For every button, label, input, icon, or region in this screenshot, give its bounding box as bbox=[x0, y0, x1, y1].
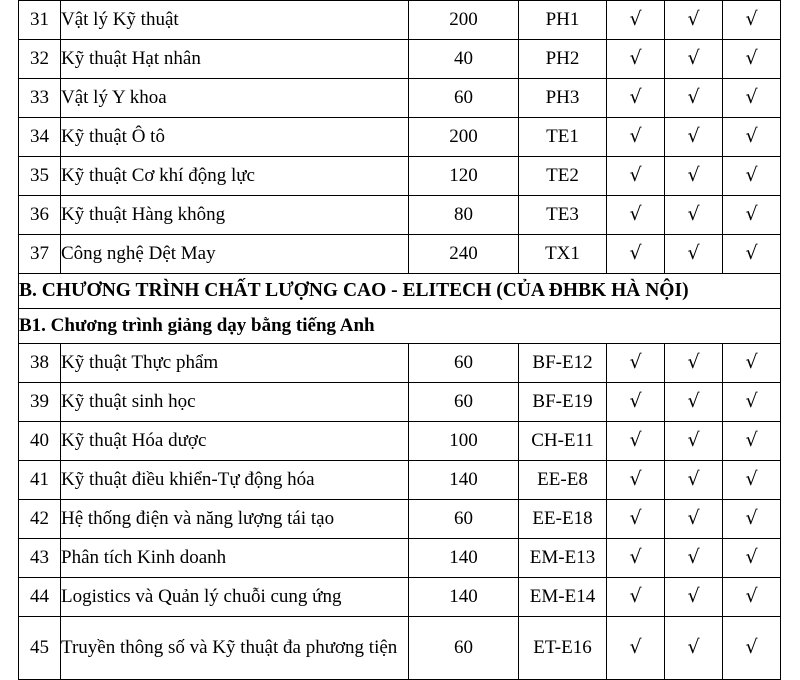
major-name: Kỹ thuật Hóa dược bbox=[61, 422, 409, 461]
table-row bbox=[19, 578, 781, 617]
table-row bbox=[19, 196, 781, 235]
major-name: Kỹ thuật Ô tô bbox=[61, 118, 409, 157]
major-name: Logistics và Quản lý chuỗi cung ứng bbox=[61, 578, 409, 617]
major-quota: 200 bbox=[409, 118, 519, 157]
row-number: 34 bbox=[19, 118, 61, 157]
major-code: PH3 bbox=[519, 79, 607, 118]
method-2-mark: √ bbox=[665, 422, 723, 461]
method-1-mark: √ bbox=[607, 344, 665, 383]
major-quota: 120 bbox=[409, 157, 519, 196]
method-2-mark: √ bbox=[665, 500, 723, 539]
major-code: EM-E13 bbox=[519, 539, 607, 578]
method-3-mark: √ bbox=[723, 422, 781, 461]
table-row bbox=[19, 539, 781, 578]
method-1-mark: √ bbox=[607, 235, 665, 274]
method-2-mark: √ bbox=[665, 461, 723, 500]
table-row bbox=[19, 235, 781, 274]
method-1-mark: √ bbox=[607, 196, 665, 235]
method-3-mark: √ bbox=[723, 235, 781, 274]
major-code: EE-E8 bbox=[519, 461, 607, 500]
method-3-mark: √ bbox=[723, 383, 781, 422]
row-number: 45 bbox=[19, 617, 61, 680]
row-number: 40 bbox=[19, 422, 61, 461]
method-1-mark: √ bbox=[607, 578, 665, 617]
row-number: 42 bbox=[19, 500, 61, 539]
major-quota: 240 bbox=[409, 235, 519, 274]
major-quota: 60 bbox=[409, 500, 519, 539]
method-1-mark: √ bbox=[607, 383, 665, 422]
method-3-mark: √ bbox=[723, 157, 781, 196]
method-2-mark: √ bbox=[665, 118, 723, 157]
table-row bbox=[19, 617, 781, 680]
method-3-mark: √ bbox=[723, 461, 781, 500]
method-2-mark: √ bbox=[665, 79, 723, 118]
method-3-mark: √ bbox=[723, 617, 781, 680]
major-code: TE3 bbox=[519, 196, 607, 235]
major-name: Kỹ thuật điều khiển-Tự động hóa bbox=[61, 461, 409, 500]
major-name: Kỹ thuật Hàng không bbox=[61, 196, 409, 235]
major-quota: 40 bbox=[409, 40, 519, 79]
major-name: Kỹ thuật Hạt nhân bbox=[61, 40, 409, 79]
method-3-mark: √ bbox=[723, 578, 781, 617]
major-code: EM-E14 bbox=[519, 578, 607, 617]
major-quota: 60 bbox=[409, 79, 519, 118]
row-number: 39 bbox=[19, 383, 61, 422]
major-quota: 60 bbox=[409, 617, 519, 680]
admission-majors-table bbox=[18, 0, 781, 680]
method-2-mark: √ bbox=[665, 157, 723, 196]
row-number: 36 bbox=[19, 196, 61, 235]
method-2-mark: √ bbox=[665, 617, 723, 680]
major-name: Hệ thống điện và năng lượng tái tạo bbox=[61, 500, 409, 539]
method-1-mark: √ bbox=[607, 617, 665, 680]
method-3-mark: √ bbox=[723, 79, 781, 118]
table-body bbox=[19, 1, 781, 680]
row-number: 37 bbox=[19, 235, 61, 274]
major-code: TE2 bbox=[519, 157, 607, 196]
major-quota: 140 bbox=[409, 461, 519, 500]
table-row bbox=[19, 461, 781, 500]
method-1-mark: √ bbox=[607, 539, 665, 578]
major-quota: 100 bbox=[409, 422, 519, 461]
major-code: ET-E16 bbox=[519, 617, 607, 680]
method-2-mark: √ bbox=[665, 40, 723, 79]
row-number: 32 bbox=[19, 40, 61, 79]
major-code: BF-E12 bbox=[519, 344, 607, 383]
major-code: TE1 bbox=[519, 118, 607, 157]
row-number: 33 bbox=[19, 79, 61, 118]
major-name: Vật lý Y khoa bbox=[61, 79, 409, 118]
table-row bbox=[19, 40, 781, 79]
method-3-mark: √ bbox=[723, 40, 781, 79]
table-row bbox=[19, 79, 781, 118]
major-code: PH1 bbox=[519, 1, 607, 40]
major-quota: 80 bbox=[409, 196, 519, 235]
method-1-mark: √ bbox=[607, 422, 665, 461]
major-code: TX1 bbox=[519, 235, 607, 274]
major-quota: 60 bbox=[409, 344, 519, 383]
row-number: 43 bbox=[19, 539, 61, 578]
major-quota: 140 bbox=[409, 578, 519, 617]
method-2-mark: √ bbox=[665, 383, 723, 422]
section-header-row bbox=[19, 309, 781, 344]
method-2-mark: √ bbox=[665, 235, 723, 274]
major-name: Truyền thông số và Kỹ thuật đa phương tiện bbox=[61, 617, 409, 680]
major-quota: 60 bbox=[409, 383, 519, 422]
section-title-b1: B1. Chương trình giảng dạy bằng tiếng Anh bbox=[19, 309, 781, 344]
major-quota: 140 bbox=[409, 539, 519, 578]
method-3-mark: √ bbox=[723, 539, 781, 578]
row-number: 44 bbox=[19, 578, 61, 617]
method-1-mark: √ bbox=[607, 500, 665, 539]
major-name: Phân tích Kinh doanh bbox=[61, 539, 409, 578]
major-name: Kỹ thuật Cơ khí động lực bbox=[61, 157, 409, 196]
major-name: Vật lý Kỹ thuật bbox=[61, 1, 409, 40]
major-name: Công nghệ Dệt May bbox=[61, 235, 409, 274]
major-name: Kỹ thuật Thực phẩm bbox=[61, 344, 409, 383]
table-row bbox=[19, 1, 781, 40]
method-3-mark: √ bbox=[723, 118, 781, 157]
major-quota: 200 bbox=[409, 1, 519, 40]
method-1-mark: √ bbox=[607, 40, 665, 79]
table-row bbox=[19, 118, 781, 157]
method-1-mark: √ bbox=[607, 157, 665, 196]
method-1-mark: √ bbox=[607, 79, 665, 118]
major-name: Kỹ thuật sinh học bbox=[61, 383, 409, 422]
major-code: EE-E18 bbox=[519, 500, 607, 539]
method-1-mark: √ bbox=[607, 461, 665, 500]
row-number: 41 bbox=[19, 461, 61, 500]
table-row bbox=[19, 500, 781, 539]
method-2-mark: √ bbox=[665, 344, 723, 383]
method-2-mark: √ bbox=[665, 1, 723, 40]
method-2-mark: √ bbox=[665, 196, 723, 235]
method-3-mark: √ bbox=[723, 344, 781, 383]
table-row bbox=[19, 344, 781, 383]
method-3-mark: √ bbox=[723, 500, 781, 539]
method-1-mark: √ bbox=[607, 118, 665, 157]
major-code: PH2 bbox=[519, 40, 607, 79]
method-2-mark: √ bbox=[665, 578, 723, 617]
table-row bbox=[19, 422, 781, 461]
method-3-mark: √ bbox=[723, 196, 781, 235]
section-header-row bbox=[19, 274, 781, 309]
table-row bbox=[19, 383, 781, 422]
table-row bbox=[19, 157, 781, 196]
row-number: 38 bbox=[19, 344, 61, 383]
section-title-b: B. CHƯƠNG TRÌNH CHẤT LƯỢNG CAO - ELITECH (CỦA ĐHBK HÀ NỘI) bbox=[19, 274, 781, 309]
major-code: BF-E19 bbox=[519, 383, 607, 422]
row-number: 31 bbox=[19, 1, 61, 40]
method-3-mark: √ bbox=[723, 1, 781, 40]
major-code: CH-E11 bbox=[519, 422, 607, 461]
method-1-mark: √ bbox=[607, 1, 665, 40]
method-2-mark: √ bbox=[665, 539, 723, 578]
row-number: 35 bbox=[19, 157, 61, 196]
